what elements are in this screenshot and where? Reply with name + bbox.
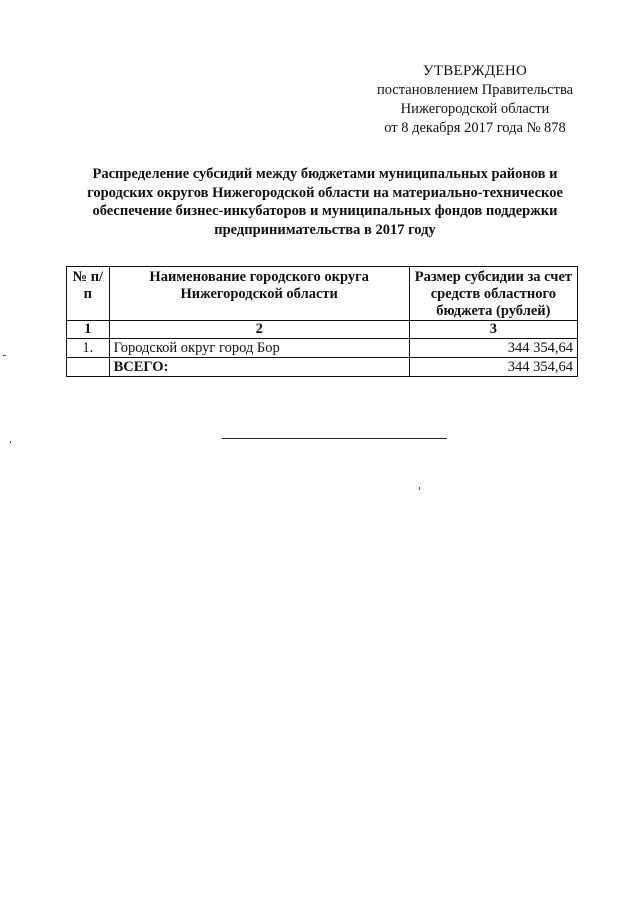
column-number-row (67, 321, 578, 339)
total-amount: 344 354,64 (409, 358, 577, 377)
subsidy-table (66, 266, 578, 377)
row-district-name: Городской округ город Бор (109, 339, 409, 358)
row-amount: 344 354,64 (409, 339, 577, 358)
approval-line-2: Нижегородской области (400, 101, 550, 117)
end-separator-line (222, 438, 447, 439)
scan-mark (419, 487, 420, 490)
total-label: ВСЕГО: (109, 358, 409, 377)
total-empty-cell (67, 358, 110, 377)
column-number-2: 2 (109, 321, 409, 339)
document-title: Распределение субсидий между бюджетами муниципальных районов и городских округов Нижегородской области на материально-техническое обеспечение бизнес-инкубаторов и муниципальных фондов поддержки предпринимательства в 2017 году (87, 166, 563, 238)
header-number: № п/п (67, 267, 110, 321)
total-row (67, 358, 578, 377)
scan-mark (3, 355, 6, 356)
approval-stamp (360, 62, 590, 138)
approval-heading: УТВЕРЖДЕНО (422, 63, 528, 79)
header-district-name: Наименование городского округа Нижегородской области (109, 267, 409, 321)
table-header-row (67, 267, 578, 321)
table-row (67, 339, 578, 358)
approval-line-1: постановлением Правительства (376, 82, 574, 98)
header-subsidy-amount: Размер субсидии за счет средств областного бюджета (рублей) (409, 267, 577, 321)
approval-line-3: от 8 декабря 2017 года № 878 (384, 120, 566, 136)
column-number-3: 3 (409, 321, 577, 339)
row-number: 1. (67, 339, 110, 358)
column-number-1: 1 (67, 321, 110, 339)
scan-mark (10, 441, 11, 443)
